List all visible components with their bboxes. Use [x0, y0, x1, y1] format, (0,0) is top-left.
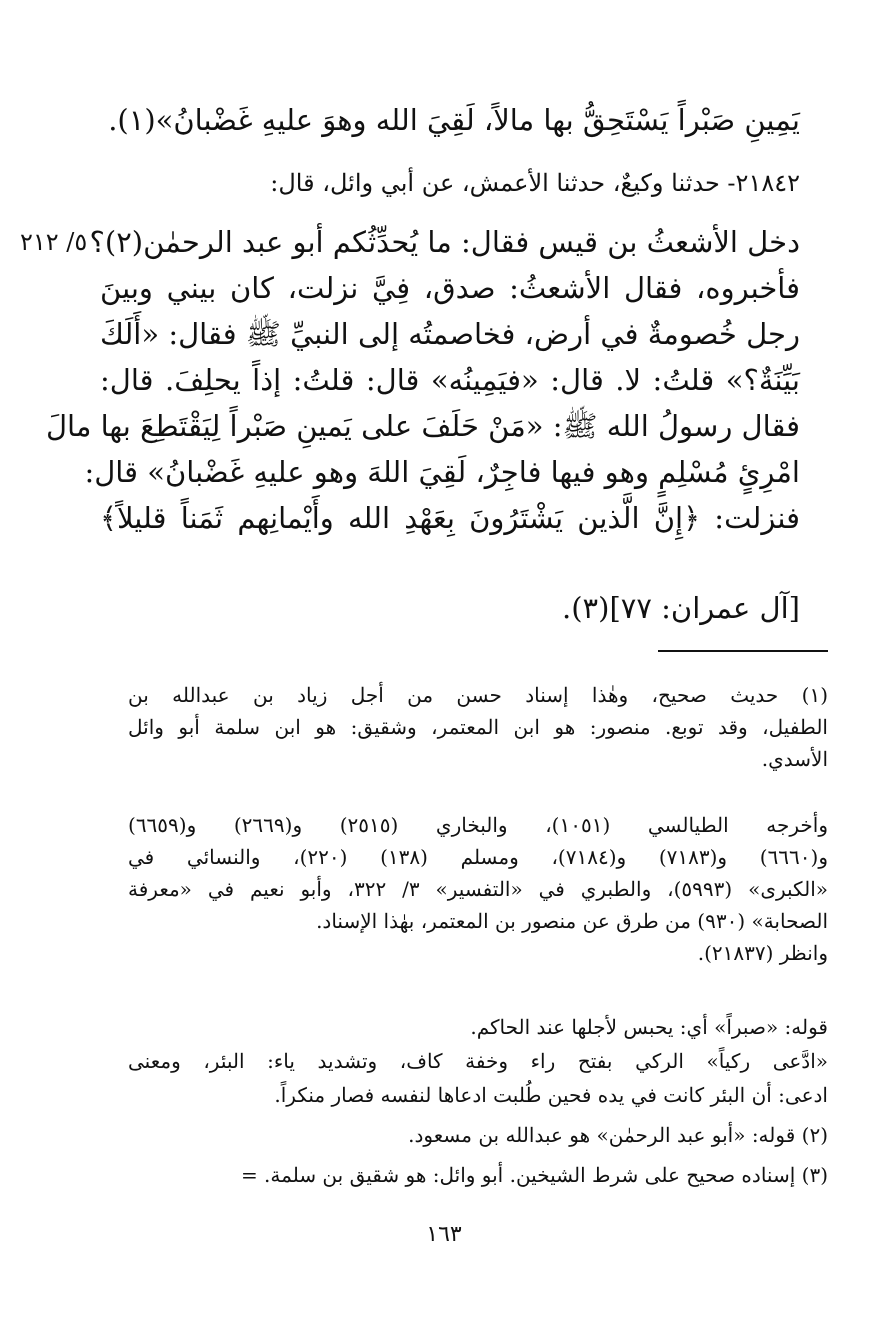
page-number: ١٦٣ [426, 1222, 462, 1247]
footnote-line: (١) حديث صحيح، وهٰذا إسناد حسن من أجل زياد بن عبدالله بن [128, 683, 828, 707]
footnote-line: (٣) إسناده صحيح على شرط الشيخين. أبو وائل: هو شقيق بن سلمة. = [240, 1163, 828, 1187]
hadith-header: ٢١٨٤٢- حدثنا وكيعٌ، حدثنا الأعمش، عن أبي وائل، قال: [270, 169, 800, 197]
body-line: فنزلت: ﴿إِنَّ الَّذين يَشْتَرُونَ بِعَهْدِ الله وأَيْمانِهم ثَمَناً قليلاً﴾ [100, 501, 800, 535]
footnote-line: وانظر (٢١٨٣٧). [697, 941, 828, 965]
continued-text-line: يَمِينِ صَبْراً يَسْتَحِقُّ بها مالاً، لَقِيَ الله وهوَ عليهِ غَضْبانُ»(١). [108, 103, 800, 137]
body-line: امْرِئٍ مُسْلِمٍ وهو فيها فاجِرٌ، لَقِيَ اللهَ وهو عليهِ غَضْبانُ» قال: [84, 455, 800, 489]
footnote-line: (٢) قوله: «أبو عبد الرحمٰن» هو عبدالله بن مسعود. [408, 1123, 828, 1147]
footnote-line: ادعى: أن البئر كانت في يده فحين طُلبت ادعاها لنفسه فصار منكراً. [274, 1083, 828, 1107]
body-line: دخل الأشعثُ بن قيس فقال: ما يُحدِّثُكم أبو عبد الرحمٰن(٢)؟ [89, 225, 800, 259]
footnote-line: قوله: «صبراً» أي: يحبس لأجلها عند الحاكم. [470, 1015, 828, 1039]
footnote-line: الطفيل، وقد توبع. منصور: هو ابن المعتمر، وشقيق: هو ابن سلمة أبو وائل [128, 715, 828, 739]
footnote-line: وأخرجه الطيالسي (١٠٥١)، والبخاري (٢٥١٥) و(٢٦٦٩) و(٦٦٥٩) [128, 813, 828, 837]
footnote-separator [658, 650, 828, 652]
margin-reference: ٥/ ٢١٢ [20, 228, 88, 256]
body-line: رجل خُصومةٌ في أرض، فخاصمتُه إلى النبيِّ ﷺ فقال: «أَلَكَ [100, 317, 800, 351]
footnote-line: «ادَّعى ركياً» الركي بفتح راء وخفة كاف، وتشديد ياء: البئر، ومعنى [128, 1049, 828, 1073]
body-line: بَيِّنَةٌ؟» قلتُ: لا. قال: «فيَمِينُه» قال: قلتُ: إذاً يحلِفَ. قال: [100, 363, 800, 397]
footnote-line: الصحابة» (٩٣٠) من طرق عن منصور بن المعتمر، بهٰذا الإسناد. [316, 909, 828, 933]
footnote-line: الأسدي. [761, 747, 828, 771]
footnote-line: و(٦٦٦٠) و(٧١٨٣) و(٧١٨٤)، ومسلم (١٣٨) (٢٢٠)، والنسائي في [128, 845, 828, 869]
body-line: [آل عمران: ٧٧](٣). [562, 591, 800, 625]
body-line: فقال رسولُ الله ﷺ: «مَنْ حَلَفَ على يَمينِ صَبْراً لِيَقْتَطِعَ بها مالَ [45, 409, 800, 443]
body-line: فأخبروه، فقال الأشعثُ: صدق، فِيَّ نزلت، كان بيني وبينَ [100, 271, 800, 305]
footnote-line: «الكبرى» (٥٩٩٣)، والطبري في «التفسير» ٣/ ٣٢٢، وأبو نعيم في «معرفة [128, 877, 828, 901]
